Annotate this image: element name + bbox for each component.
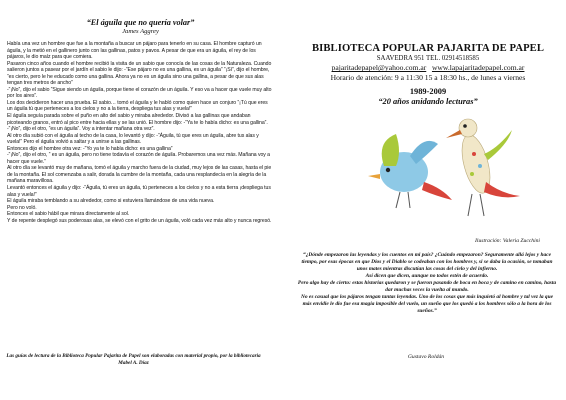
story-paragraph: El águila seguía parada sobre el puño en alto del sabio y miraba alrededor. Divisó a las gallinas que andaban picoteando granos, entró al pico entre hacia ellas y se las unió. El hombre dijo: -“Ya te lo había dicho: es una gallina”. — [7, 113, 268, 126]
story-paragraph: Los dos decidieron hacer una prueba. El sabio… tomó el águila y le habló como quien hace un conjuro “¡Tú que eres un águila tú que perteneces a los cielos y no a la tierra, despliega tus alas y vuela!” — [7, 99, 268, 113]
story-paragraph: -“¡No”, dijo el otro, “es un águila”. Voy a intentar mañana otra vez”. — [7, 126, 155, 133]
quote-paragraph: “¿Dónde empezaron las leyendas y los cuentos en mi país? ¿Cuándo empezaron? Seguramente allá lejos y hace tiempo, por esas épocas en que Dios y el Diablo se codeaban con los hombres y, si se daba la ocasión, se tomaban unos mates mientras discutían las cosas del cielo y del infierno. — [301, 252, 553, 273]
illustration-credit: Ilustración: Valeria Zucchini — [475, 238, 540, 244]
story-paragraph: -“¡No”, dijo el otro, “ es un águila, pero no tiene todavía el corazón de águila. Probaremos una vez más. Mañana voy a hacer que vuele.” — [7, 152, 270, 165]
quote-paragraph: Así dicen que dicen, aunque no todos estén de acuerdo. — [365, 273, 489, 280]
story-column — [7, 18, 274, 390]
reading-guide-footer: Las guías de lectura de la Biblioteca Popular Pajarita de Papel son elaboradas con material propio, por la bibliotecaria Mabel A. Díaz — [6, 353, 261, 366]
story-paragraph: Levantó entonces el águila y dijo: -“Águila, tú eres un águila, tú perteneces a los cielos y no a esta tierra ¡despliega tus alas y vuela!” — [7, 185, 271, 198]
library-title: BIBLIOTECA POPULAR PAJARITA DE PAPEL — [312, 43, 544, 54]
story-paragraph: Pero no voló. — [7, 204, 37, 211]
story-author: James Aggrey — [122, 28, 159, 35]
story-title: “El águila que no quería volar” — [86, 18, 195, 27]
story-paragraph: Al otro día se levantó muy de mañana, tomó el águila y marcho fuera de la ciudad, muy lejos de las casas, hasta el pie de la montaña. El sol comenzaba a salir, dorada la cumbre de la montaña, cada una resplandecía en la alegría de la mañana maravillosa. — [7, 165, 272, 185]
story-paragraph: Entonces el sabio hábil que mirara directamente al sol. — [7, 211, 130, 218]
quote-block — [296, 252, 558, 315]
library-contacts — [300, 63, 556, 73]
library-hours: Horario de atención: 9 a 11:30 15 a 18:30 hs., de lunes a viernes — [330, 73, 526, 82]
library-address: SAAVEDRA 951 TEL. 02914518585 — [376, 55, 480, 62]
quote-paragraph: Pero algo hay de cierto: estas historias quedaron y se fueron pasando de boca en boca y de camino en camino, hasta dar muchas veces la vuelta al mundo. — [297, 280, 557, 294]
story-paragraph: -“¡No”, dijo el sabio “Sigue siendo un águila, porque tiene el corazón de un águila. Y eso va a hacer que vuele muy alto por los aires”. — [7, 86, 272, 100]
library-website-link[interactable]: www.lapajaritadepapel.com.ar — [431, 63, 525, 73]
story-paragraph: Y de repente desplegó sus poderosas alas, se elevó con el grito de un águila, voló cada vez más alto y nunca regresó. — [7, 217, 272, 224]
quote-author: Gustavo Roldán — [407, 354, 445, 360]
story-paragraph: Entonces dijo el hombre otra vez: -“Yo ya te lo había dicho: es una gallina” — [7, 145, 173, 152]
story-paragraph: Había una vez un hombre que fue a la montaña a buscar un pájaro para tenerlo en su casa. El hombre capturó un águila, y la metió en el gallinero junto con las gallinas, patos y pavos. A pesar de que era un águila, el rey de los pájaros, le dio maíz para que comiera. — [7, 41, 262, 61]
anniversary-slogan: “20 años anidando lecturas” — [378, 96, 478, 106]
spotted-bird-icon — [446, 119, 520, 216]
story-body — [7, 41, 274, 224]
quote-paragraph: No es casual que los pájaros tengan tantas leyendas. Uno de los cosas que más inquietó al hombre y tal vez la que más envidie le dio fue esa magia imposible del vuelo, un sueño que los quedó a los hombres sólo a la hora de los sueños.” — [300, 294, 554, 315]
anniversary-years: 1989-2009 — [409, 86, 447, 96]
birds-illustration — [352, 104, 528, 234]
story-paragraph: Pasaron cinco años cuando el hombre recibió la visita de un sabio que conocía de las cosas de la Naturaleza. Cuando salieron juntos a pasear por el jardín el sabio le dijo: -“Ese pájaro no es una gallina, es un águila” “¡Sí”, dijo el hombre, “es cierto, pero le he educado como una gallina. Ahora ya no es un águila sino una gallina, a pesar de que sus alas tengan tres metros de ancho” — [7, 60, 272, 87]
blue-bird-icon — [368, 134, 452, 208]
library-email-link[interactable]: pajaritadepapel@yahoo.com.ar — [331, 63, 427, 73]
story-paragraph: Al otro día subió con el águila al techo de la casa, lo levantó y dijo: -“Águila, tú que eres un águila, abre tus alas y vuela!” Pero el águila volvió a saltar y a unirse a las gallinas. — [7, 132, 259, 146]
story-paragraph: El águila miraba temblando a su alrededor, como si estuviera llamándose de una vida nueva. — [7, 198, 215, 205]
